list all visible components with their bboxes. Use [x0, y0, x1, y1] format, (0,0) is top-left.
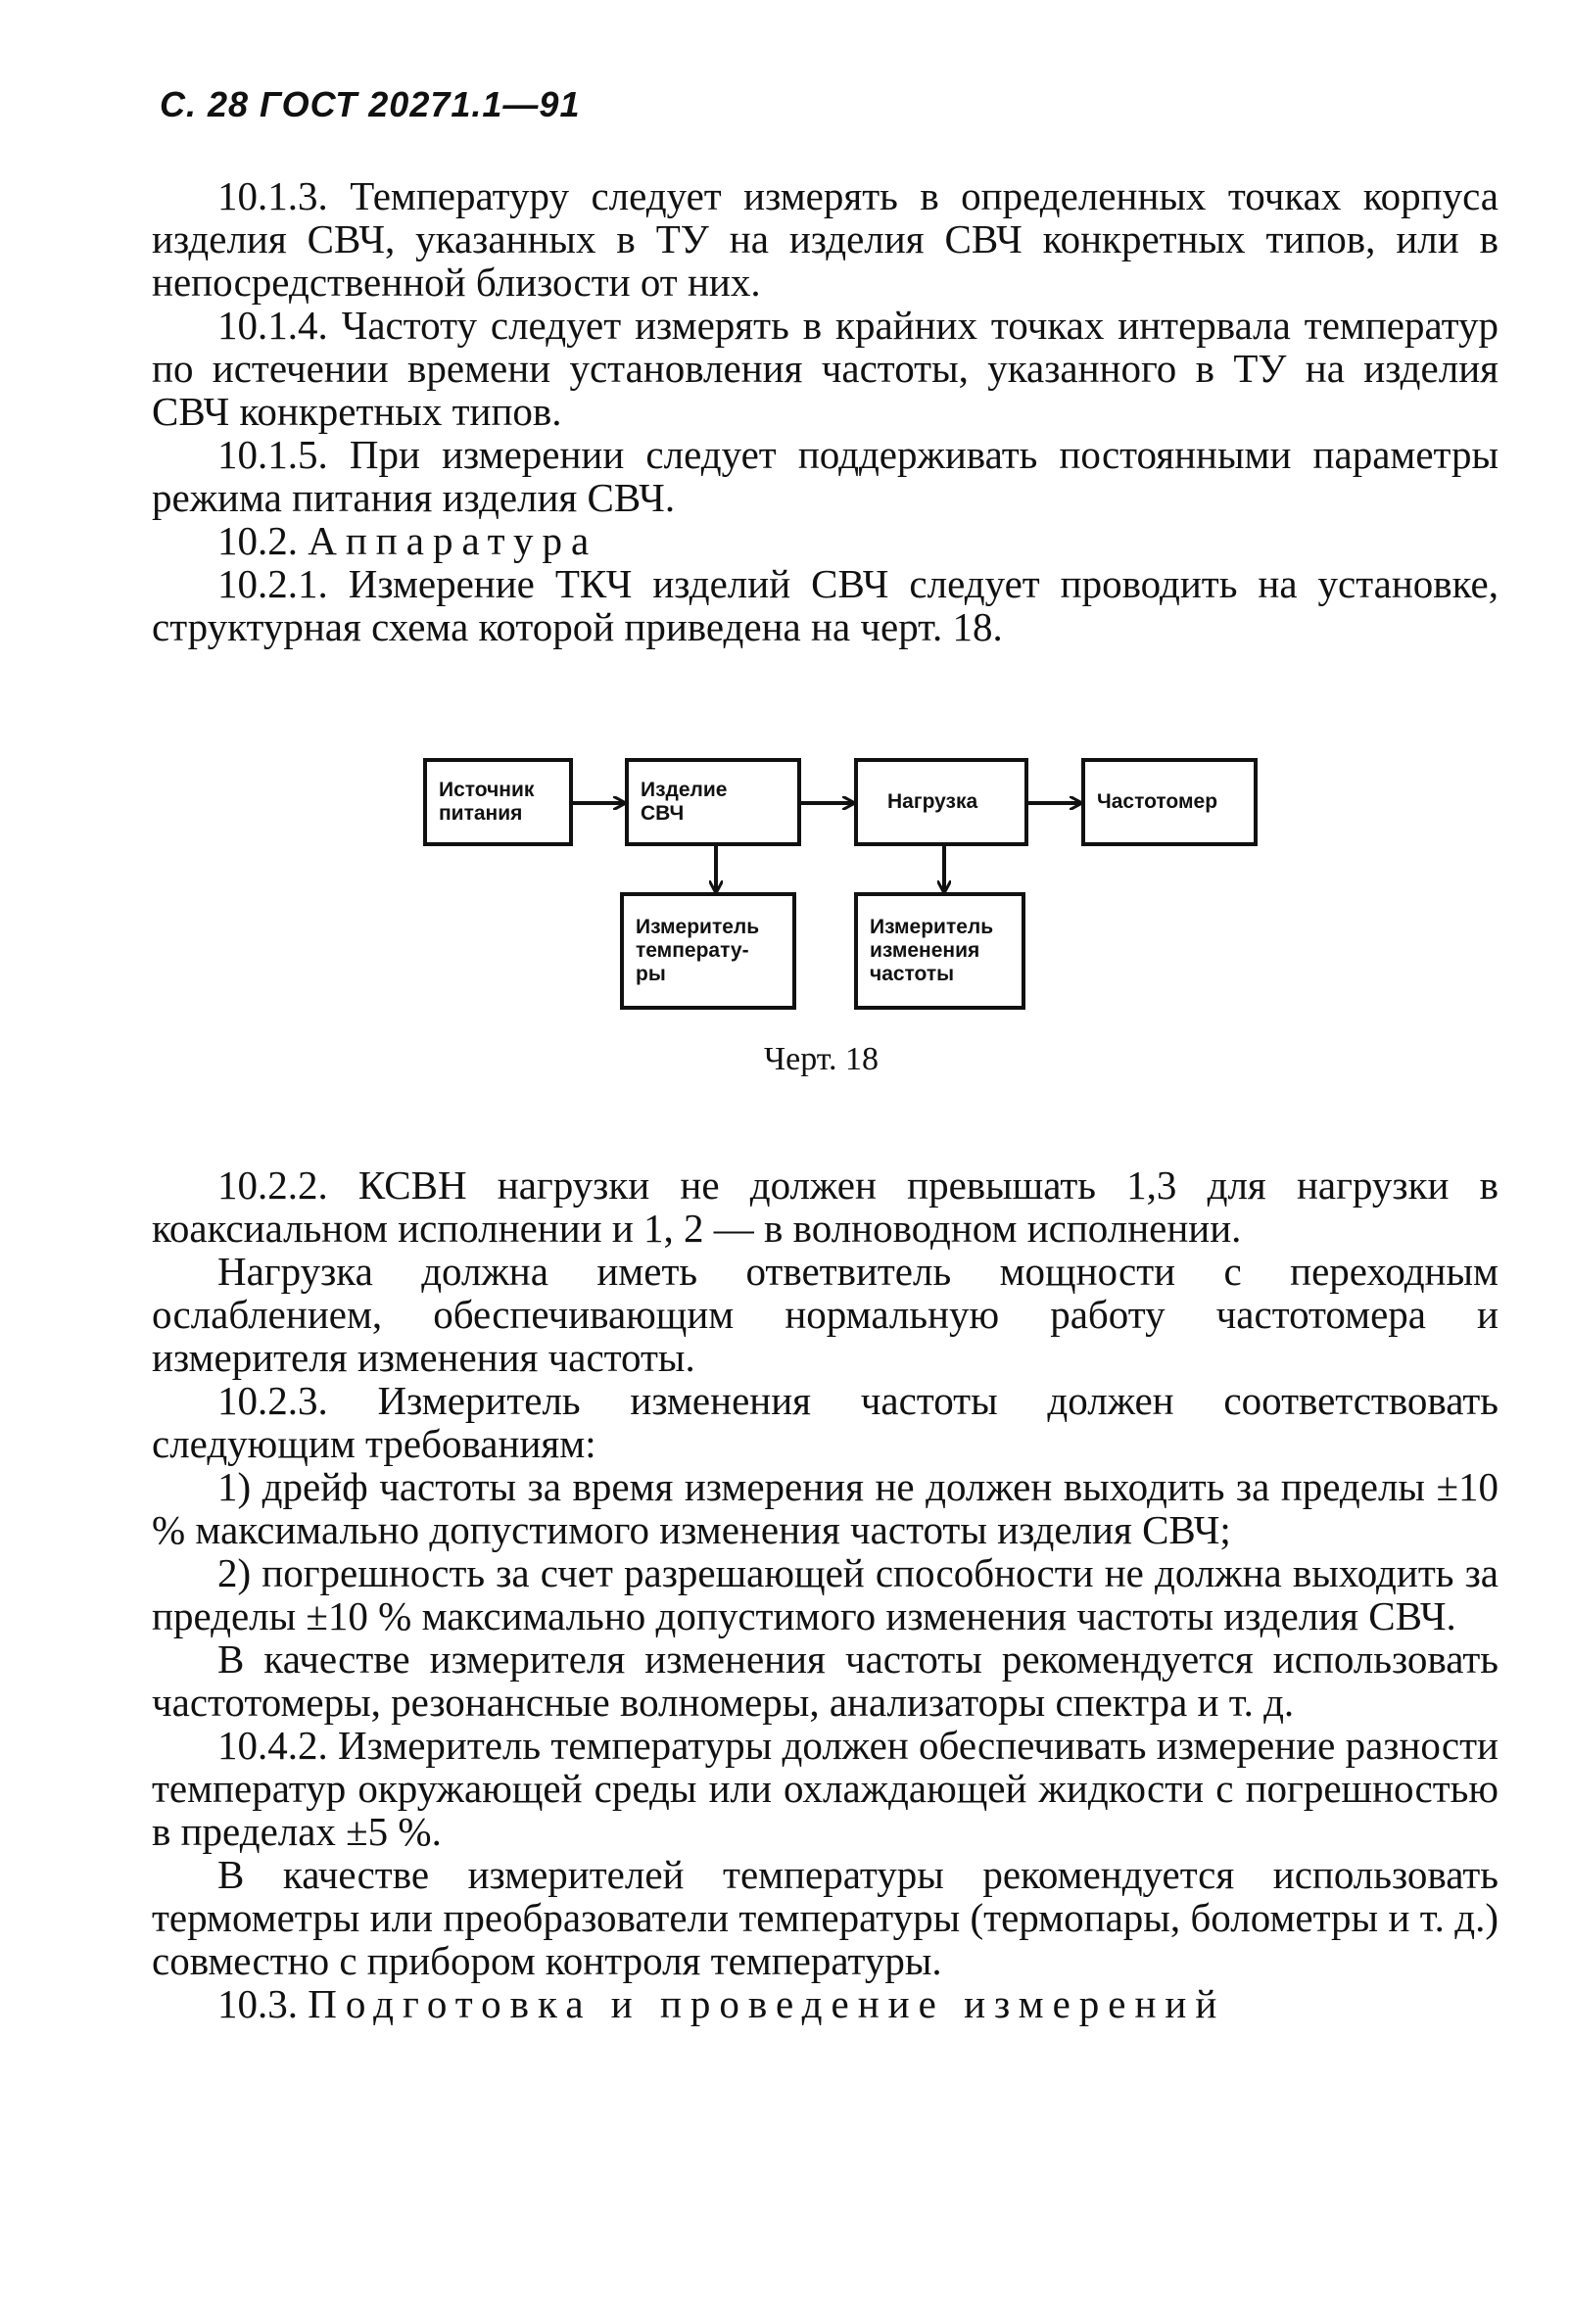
box-microwave-device: Изделие СВЧ — [625, 758, 801, 846]
paragraph-10-2-3: 10.2.3. Измеритель изменения частоты должен соответствовать следующим требованиям: — [152, 1378, 1499, 1466]
box-power-source: Источник питания — [423, 758, 573, 846]
box-temperature-meter: Измеритель температу- ры — [620, 892, 796, 1010]
paragraph-10-1-4: 10.1.4. Частоту следует измерять в крайних точках интервала температур по истечении времени установления частоты, указанного в ТУ на изделия СВЧ конкретных типов. — [152, 303, 1499, 434]
list-item-2: 2) погрешность за счет разрешающей способности не должна выходить за пределы ±10 % максимально допустимого изменения частоты изделия СВЧ. — [152, 1550, 1499, 1638]
section-heading-preparation — [152, 1982, 1499, 2025]
paragraph-10-1-3: 10.1.3. Температуру следует измерять в определенных точках корпуса изделия СВЧ, указанных в ТУ на изделия СВЧ конкретных типов, или в непосредственной близости от них. — [152, 173, 1499, 305]
paragraph-recommend-temperature-meters: В качестве измерителей температуры рекомендуется использовать термометры или преобразователи температуры (термопары, болометры и т. д.) совместно с прибором контроля температуры. — [152, 1852, 1499, 1983]
figure-caption: Черт. 18 — [764, 1041, 880, 1077]
box-frequency-change-meter: Измеритель изменения частоты — [854, 892, 1025, 1010]
paragraph-load-coupler: Нагрузка должна иметь ответвитель мощности с переходным ослаблением, обеспечивающим нормальную работу частотомера и измерителя изменения частоты. — [152, 1249, 1499, 1380]
paragraph-recommend-frequency-meters: В качестве измерителя изменения частоты рекомендуется использовать частотомеры, резонансные волномеры, анализаторы спектра и т. д. — [152, 1636, 1499, 1725]
section-title: Подготовка и проведение измерений — [308, 1981, 1226, 2026]
section-number: 10.2. — [217, 518, 298, 563]
text-block-bottom — [152, 1163, 1499, 2025]
paragraph-10-1-5: 10.1.5. При измерении следует поддерживать постоянными параметры режима питания изделия СВЧ. — [152, 432, 1499, 520]
box-load: Нагрузка — [854, 758, 1028, 846]
list-item-1: 1) дрейф частоты за время измерения не должен выходить за пределы ±10 % максимально допустимого изменения частоты изделия СВЧ; — [152, 1464, 1499, 1552]
section-heading-apparatus — [152, 519, 1499, 562]
page-header: С. 28 ГОСТ 20271.1—91 — [160, 84, 581, 124]
section-title: Аппаратура — [308, 518, 598, 563]
box-frequency-meter: Частотомер — [1081, 758, 1258, 846]
section-number: 10.3. — [217, 1981, 298, 2026]
paragraph-10-2-2: 10.2.2. КСВН нагрузки не должен превышать 1,3 для нагрузки в коаксиальном исполнении и 1, 2 — в волноводном исполнении. — [152, 1162, 1499, 1251]
paragraph-10-4-2: 10.4.2. Измеритель температуры должен обеспечивать измерение разности температур окружающей среды или охлаждающей жидкости с погрешностью в пределах ±5 %. — [152, 1723, 1499, 1854]
text-block-top — [152, 174, 1499, 648]
paragraph-10-2-1: 10.2.1. Измерение ТКЧ изделий СВЧ следует проводить на установке, структурная схема которой приведена на черт. 18. — [152, 561, 1499, 649]
